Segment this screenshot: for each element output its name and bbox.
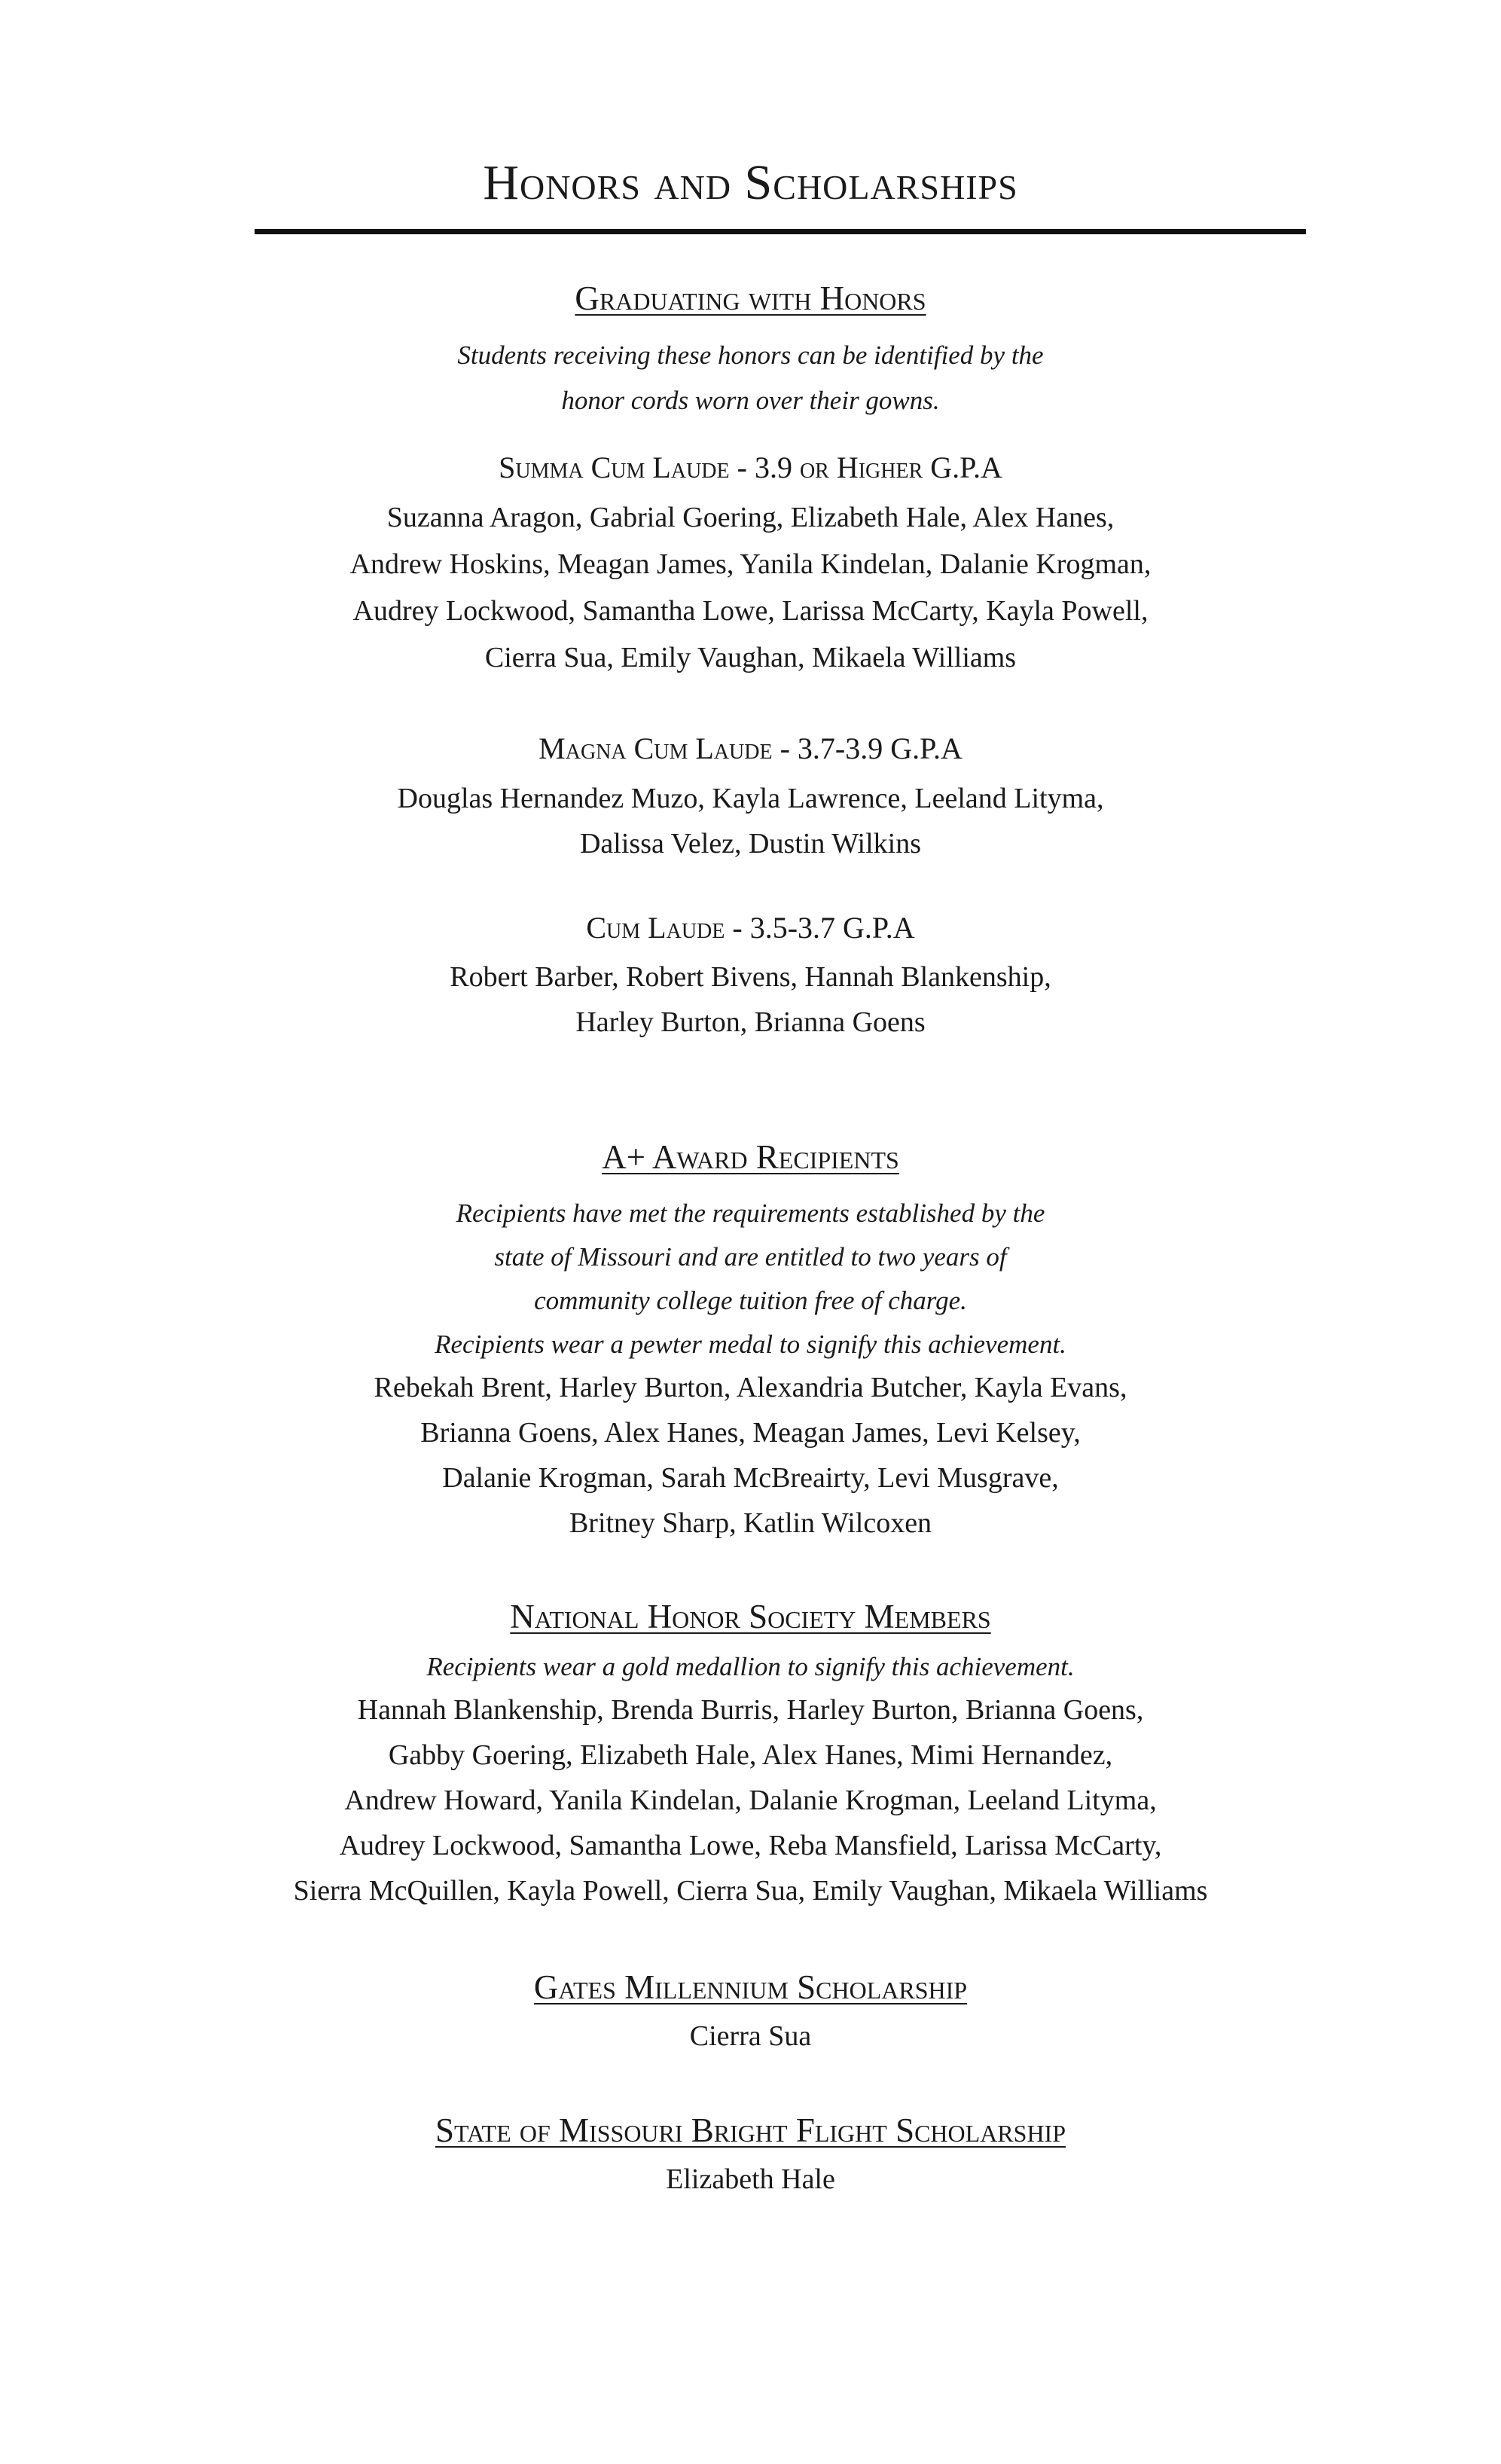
a-plus-heading: A+ Award Recipients (602, 1138, 899, 1176)
name-line: Gabby Goering, Elizabeth Hale, Alex Hanes, Mimi Hernandez, (388, 1739, 1113, 1771)
note-line: state of Missouri and are entitled to two years of (494, 1242, 1007, 1272)
bright-flight-heading: State of Missouri Bright Flight Scholarship (435, 2111, 1066, 2149)
note-line: Students receiving these honors can be identified by the (457, 340, 1044, 370)
note-line: Recipients wear a gold medallion to signify this achievement. (426, 1652, 1075, 1681)
graduating-honors-note (0, 333, 1501, 423)
name-line: Dalanie Krogman, Sarah McBreairty, Levi Musgrave, (442, 1462, 1059, 1494)
nhs-heading: National Honor Society Members (510, 1598, 991, 1635)
name-line: Cierra Sua, Emily Vaughan, Mikaela Williams (484, 642, 1017, 673)
name-line: Andrew Hoskins, Meagan James, Yanila Kindelan, Dalanie Krogman, (349, 548, 1152, 580)
magna-cum-laude-names (0, 776, 1501, 866)
name-line: Sierra McQuillen, Kayla Powell, Cierra Sua, Emily Vaughan, Mikaela Williams (293, 1875, 1208, 1907)
name-line: Audrey Lockwood, Samantha Lowe, Larissa McCarty, Kayla Powell, (352, 595, 1149, 627)
graduating-honors-heading: Graduating with Honors (575, 279, 926, 317)
note-line: Recipients have met the requirements established by the (456, 1198, 1045, 1228)
a-plus-note (0, 1192, 1501, 1366)
summa-cum-laude-heading: Summa Cum Laude - 3.9 or Higher G.P.A (499, 450, 1002, 484)
gates-heading: Gates Millennium Scholarship (533, 1968, 968, 2006)
bright-flight-recipient: Elizabeth Hale (666, 2163, 835, 2195)
nhs-names (0, 1687, 1501, 1913)
a-plus-names (0, 1365, 1501, 1546)
note-line: Recipients wear a pewter medal to signify this achievement. (435, 1330, 1066, 1359)
name-line: Douglas Hernandez Muzo, Kayla Lawrence, Leeland Lityma, (397, 783, 1104, 814)
name-line: Rebekah Brent, Harley Burton, Alexandria Butcher, Kayla Evans, (374, 1372, 1127, 1403)
title-divider (255, 229, 1306, 234)
gates-recipient: Cierra Sua (689, 2020, 812, 2052)
name-line: Audrey Lockwood, Samantha Lowe, Reba Mansfield, Larissa McCarty, (339, 1830, 1162, 1861)
name-line: Brianna Goens, Alex Hanes, Meagan James, Levi Kelsey, (420, 1417, 1081, 1449)
nhs-note (0, 1646, 1501, 1688)
name-line: Suzanna Aragon, Gabrial Goering, Elizabeth Hale, Alex Hanes, (386, 502, 1115, 533)
name-line: Hannah Blankenship, Brenda Burris, Harley Burton, Brianna Goens, (357, 1694, 1144, 1726)
page-title: Honors and Scholarships (483, 155, 1018, 210)
note-line: honor cords worn over their gowns. (561, 386, 940, 415)
name-line: Dalissa Velez, Dustin Wilkins (579, 828, 922, 859)
note-line: community college tuition free of charge. (534, 1286, 967, 1315)
cum-laude-heading: Cum Laude - 3.5-3.7 G.P.A (586, 911, 915, 945)
magna-cum-laude-heading: Magna Cum Laude - 3.7-3.9 G.P.A (538, 731, 963, 765)
summa-cum-laude-names (0, 494, 1501, 681)
name-line: Britney Sharp, Katlin Wilcoxen (569, 1507, 932, 1539)
name-line: Robert Barber, Robert Bivens, Hannah Blankenship, (450, 961, 1051, 993)
name-line: Harley Burton, Brianna Goens (575, 1006, 926, 1038)
name-line: Andrew Howard, Yanila Kindelan, Dalanie Krogman, Leeland Lityma, (344, 1785, 1157, 1816)
cum-laude-names (0, 954, 1501, 1045)
